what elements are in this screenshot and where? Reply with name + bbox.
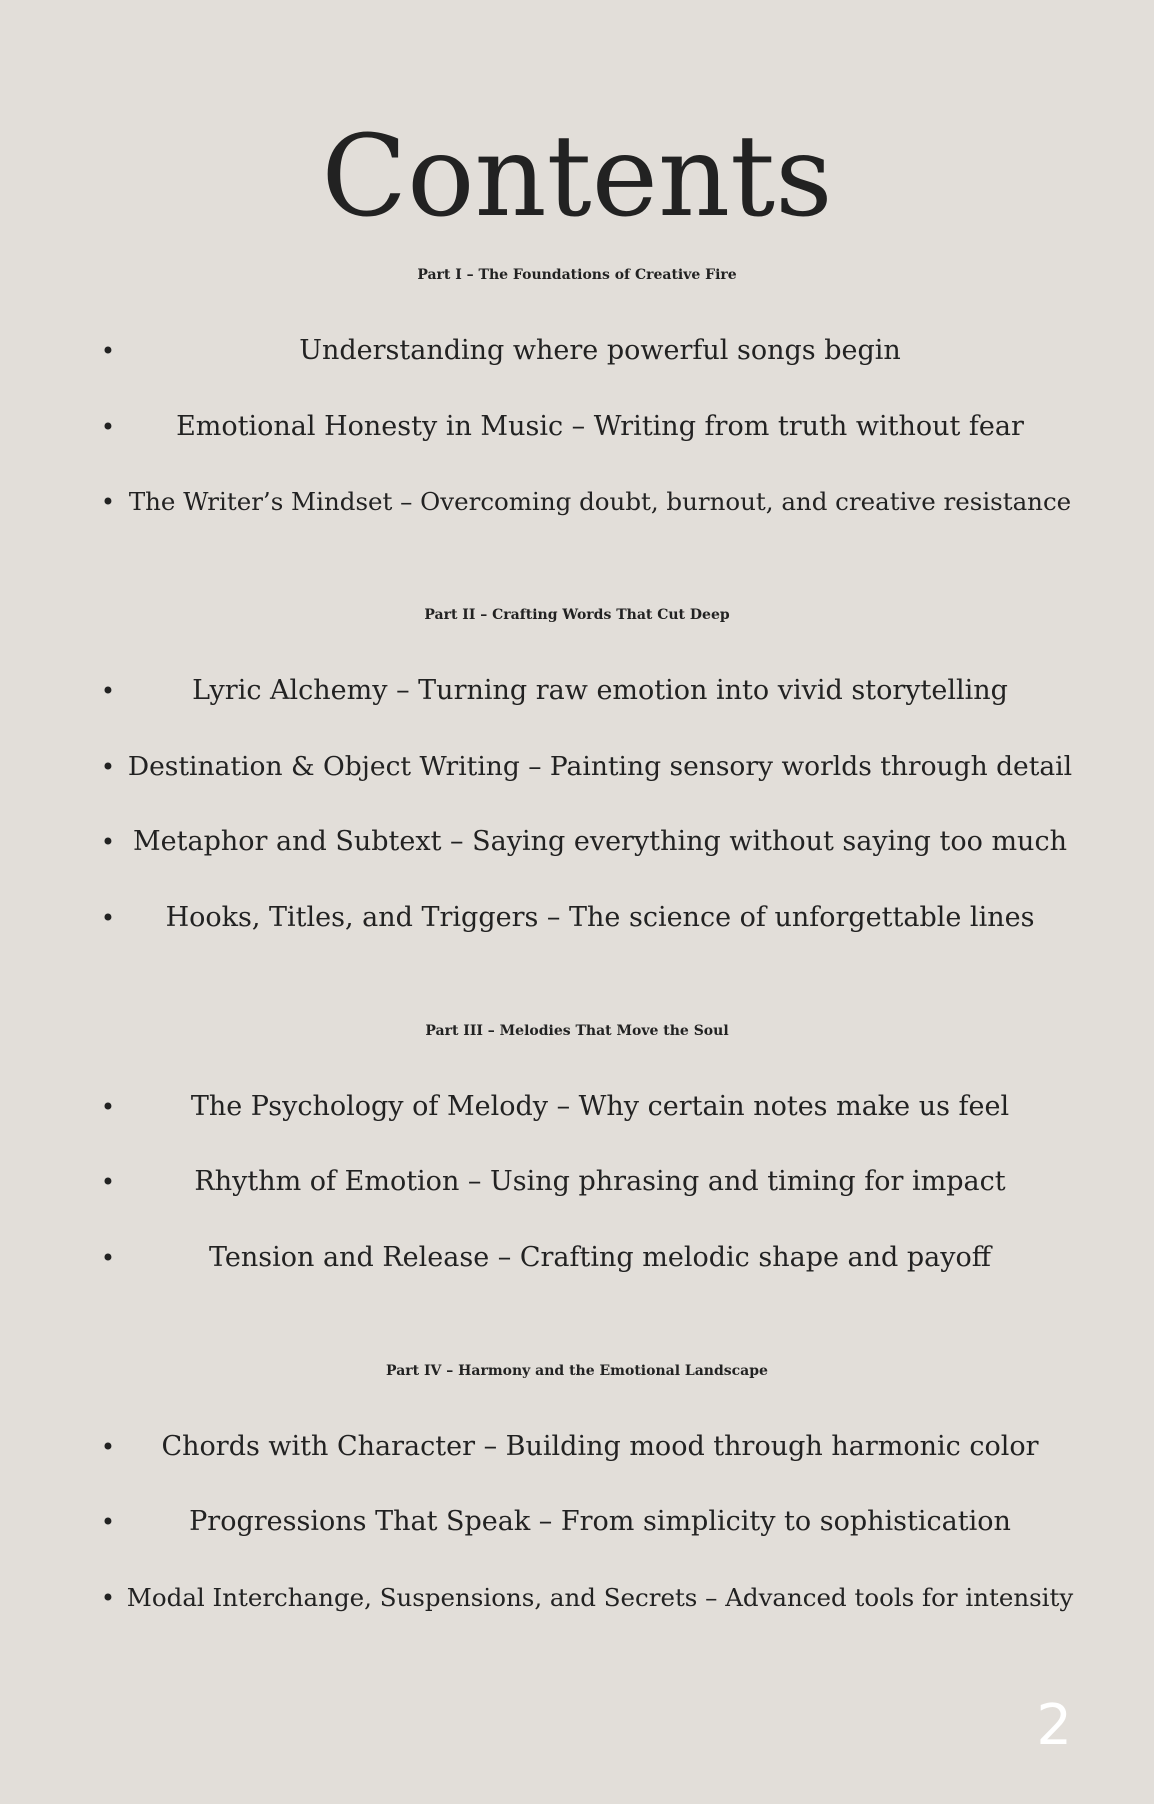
bullet-icon: • bbox=[100, 1584, 116, 1612]
list-item-text: The Psychology of Melody – Why certain notes make us feel bbox=[190, 1091, 1010, 1122]
part-heading-4: Part IV – Harmony and the Emotional Landscape bbox=[386, 1363, 768, 1379]
list-item bbox=[0, 331, 1154, 371]
list-item-text: Metaphor and Subtext – Saying everything without saying too much bbox=[133, 826, 1067, 857]
bullet-icon: • bbox=[100, 413, 116, 441]
list-item bbox=[0, 1238, 1154, 1278]
bullet-icon: • bbox=[100, 1168, 116, 1196]
page-title: Contents bbox=[321, 112, 833, 242]
bullet-icon: • bbox=[100, 1244, 116, 1272]
part-heading-1: Part I – The Foundations of Creative Fire bbox=[417, 267, 737, 283]
list-item bbox=[0, 822, 1154, 862]
bullet-icon: • bbox=[100, 1508, 116, 1536]
bullet-icon: • bbox=[100, 1433, 116, 1461]
list-item-text: Rhythm of Emotion – Using phrasing and timing for impact bbox=[194, 1166, 1006, 1197]
list-item-text: Lyric Alchemy – Turning raw emotion into vivid storytelling bbox=[192, 675, 1008, 706]
list-item-text: Modal Interchange, Suspensions, and Secrets – Advanced tools for intensity bbox=[126, 1583, 1074, 1612]
bullet-icon: • bbox=[100, 1093, 116, 1121]
bullet-icon: • bbox=[100, 753, 116, 781]
list-item-text: Emotional Honesty in Music – Writing from truth without fear bbox=[176, 411, 1024, 442]
list-item bbox=[0, 1427, 1154, 1467]
page-number: 2 bbox=[1036, 1693, 1072, 1758]
list-item bbox=[0, 1162, 1154, 1202]
list-item-text: Understanding where powerful songs begin bbox=[299, 335, 901, 366]
list-item-text: Hooks, Titles, and Triggers – The science of unforgettable lines bbox=[165, 902, 1035, 933]
bullet-icon: • bbox=[100, 904, 116, 932]
list-item bbox=[0, 407, 1154, 447]
list-item-text: Progressions That Speak – From simplicity to sophistication bbox=[189, 1506, 1011, 1537]
list-item bbox=[0, 747, 1154, 787]
bullet-icon: • bbox=[100, 488, 116, 516]
list-item bbox=[0, 1087, 1154, 1127]
list-item bbox=[0, 482, 1154, 522]
list-item bbox=[0, 671, 1154, 711]
list-item bbox=[0, 898, 1154, 938]
list-item-text: Destination & Object Writing – Painting sensory worlds through detail bbox=[127, 751, 1073, 782]
list-item bbox=[0, 1502, 1154, 1542]
list-item-text: The Writer’s Mindset – Overcoming doubt, burnout, and creative resistance bbox=[128, 487, 1072, 516]
bullet-icon: • bbox=[100, 677, 116, 705]
part-heading-2: Part II – Crafting Words That Cut Deep bbox=[424, 607, 730, 623]
list-item bbox=[0, 1578, 1154, 1618]
part-heading-3: Part III – Melodies That Move the Soul bbox=[425, 1023, 729, 1039]
bullet-icon: • bbox=[100, 337, 116, 365]
list-item-text: Chords with Character – Building mood through harmonic color bbox=[161, 1431, 1039, 1462]
bullet-icon: • bbox=[100, 828, 116, 856]
list-item-text: Tension and Release – Crafting melodic shape and payoff bbox=[209, 1242, 991, 1273]
